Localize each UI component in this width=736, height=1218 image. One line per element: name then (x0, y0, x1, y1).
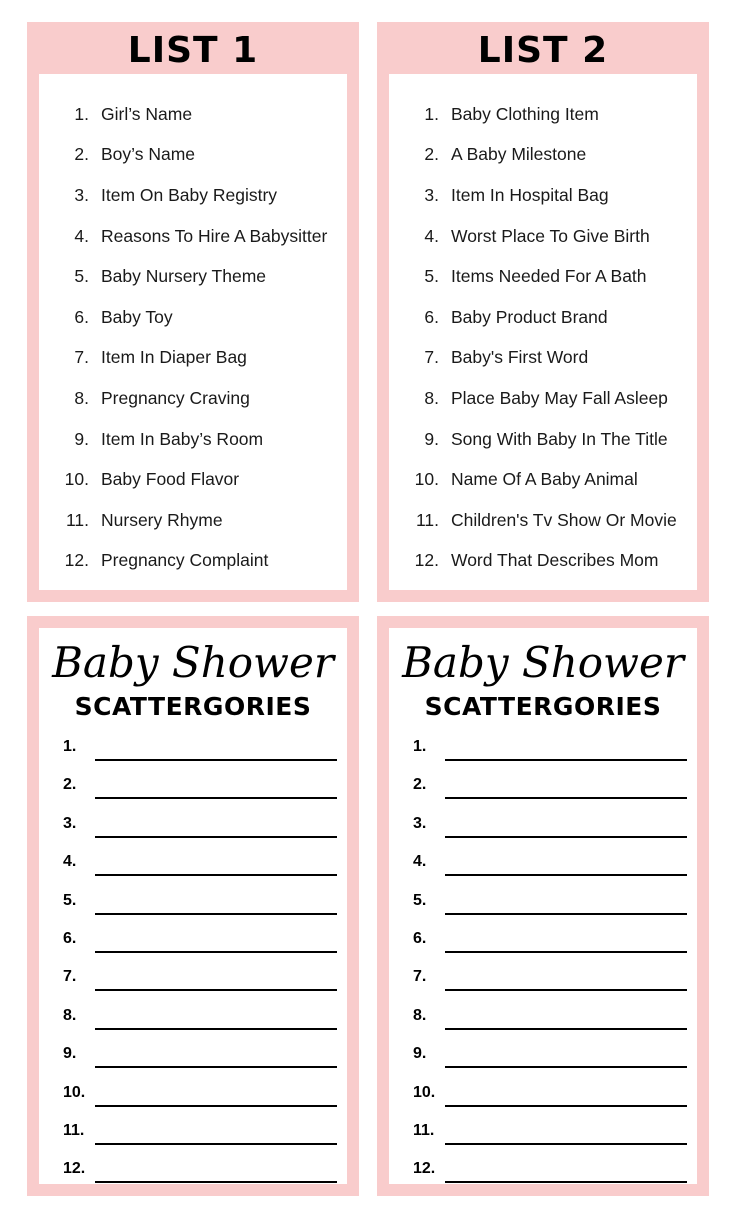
list-item (39, 459, 347, 500)
list-item-text: Baby Toy (101, 306, 173, 327)
list-item-number: 9. (74, 428, 89, 449)
list-item-text: Worst Place To Give Birth (451, 225, 650, 246)
answer-line-number: 7. (413, 968, 427, 986)
answer-blank-line[interactable] (445, 797, 687, 799)
answer-blank-line[interactable] (95, 989, 337, 991)
list-item-number: 11. (65, 509, 89, 530)
answer-line-number: 7. (63, 968, 77, 986)
list-1-title: LIST 1 (127, 29, 259, 71)
answer-line-number: 4. (63, 853, 77, 871)
answer-blank-line[interactable] (445, 836, 687, 838)
answer-blank-line[interactable] (445, 1066, 687, 1068)
list-item-text: Items Needed For A Bath (451, 266, 647, 287)
list-item (389, 175, 697, 216)
answer-blank-line[interactable] (445, 951, 687, 953)
list-item-number: 1. (74, 103, 89, 124)
list-item-number: 12. (414, 550, 439, 571)
answer-blank-line[interactable] (445, 1028, 687, 1030)
answer-line[interactable] (39, 766, 347, 804)
list-item (389, 256, 697, 297)
answer-blank-line[interactable] (95, 913, 337, 915)
list-item-text: Item On Baby Registry (101, 184, 278, 205)
answer-line-number: 4. (413, 853, 427, 871)
answer-line-number: 10. (63, 1083, 86, 1101)
answer-line[interactable] (389, 766, 697, 804)
list-item (39, 175, 347, 216)
list-item-number: 10. (64, 469, 89, 490)
answer-blank-line[interactable] (95, 1143, 337, 1145)
list-item (39, 135, 347, 176)
list-item-text: Boy’s Name (101, 144, 196, 165)
list-item-text: Baby Food Flavor (101, 469, 240, 490)
answer-line-number: 11. (413, 1121, 435, 1139)
scattergories-heading: SCATTERGORIES (74, 692, 312, 721)
answer-blank-line[interactable] (95, 1066, 337, 1068)
list-item-number: 1. (424, 103, 439, 124)
answer-line-number: 1. (63, 738, 77, 755)
answer-blank-line[interactable] (445, 913, 687, 915)
baby-shower-script-title: Baby Shower (402, 638, 684, 687)
answer-line[interactable] (39, 1112, 347, 1150)
answer-line[interactable] (39, 920, 347, 958)
answer-sheet-right (377, 616, 709, 1196)
answer-blank-line[interactable] (445, 989, 687, 991)
list-item-text: Name Of A Baby Animal (451, 469, 638, 490)
list-item-number: 9. (424, 428, 439, 449)
list-item-number: 8. (424, 387, 439, 408)
list-item-number: 10. (414, 469, 439, 490)
list-item-number: 5. (74, 266, 89, 287)
answer-blank-line[interactable] (445, 759, 687, 761)
answer-line-number: 5. (413, 891, 427, 909)
list-item-number: 3. (74, 184, 89, 205)
answer-line-number: 8. (63, 1006, 77, 1024)
answer-blank-line[interactable] (445, 1181, 687, 1183)
answer-line[interactable] (389, 1112, 697, 1150)
list-item (389, 459, 697, 500)
list-item (389, 216, 697, 257)
list-item-number: 4. (74, 225, 89, 246)
list-item-text: Girl’s Name (101, 103, 193, 124)
answer-blank-line[interactable] (95, 951, 337, 953)
answer-line[interactable] (389, 805, 697, 843)
list-item-number: 6. (424, 306, 439, 327)
answer-line-number: 5. (63, 891, 77, 909)
list-item-number: 7. (424, 347, 439, 368)
answer-line[interactable] (39, 1074, 347, 1112)
list-item-text: Baby Product Brand (451, 306, 608, 327)
list-item-text: Item In Diaper Bag (101, 347, 247, 368)
answer-line-number: 2. (63, 776, 77, 794)
list-item (39, 216, 347, 257)
list-item-number: 2. (74, 144, 89, 165)
answer-line[interactable] (39, 958, 347, 996)
answer-line[interactable] (39, 882, 347, 920)
answer-blank-line[interactable] (95, 797, 337, 799)
list-item-text: Item In Baby’s Room (101, 428, 264, 449)
answer-blank-line[interactable] (95, 759, 337, 761)
list-1-panel (39, 74, 347, 590)
answer-sheet-left (27, 616, 359, 1196)
list-item-number: 11. (415, 509, 439, 530)
list-item-text: Place Baby May Fall Asleep (451, 387, 668, 408)
answer-blank-line[interactable] (95, 836, 337, 838)
answer-line[interactable] (39, 843, 347, 881)
answer-blank-line[interactable] (95, 874, 337, 876)
list-item (39, 541, 347, 582)
list-item (389, 338, 697, 379)
scattergories-heading: SCATTERGORIES (424, 692, 662, 721)
list-item-text: A Baby Milestone (451, 144, 587, 165)
list-item-number: 2. (424, 144, 439, 165)
list-item (39, 500, 347, 541)
list-item-text: Item In Hospital Bag (451, 184, 609, 205)
baby-shower-script-title: Baby Shower (52, 638, 334, 687)
list-1-card (27, 22, 359, 602)
list-item-number: 12. (64, 550, 89, 571)
answer-line-number: 6. (63, 929, 77, 947)
answer-line-number: 11. (63, 1121, 85, 1139)
list-item (389, 541, 697, 582)
answer-line-number: 3. (413, 814, 427, 832)
list-item-text: Nursery Rhyme (101, 509, 223, 530)
answer-lines (389, 728, 697, 1189)
list-item-text: Pregnancy Craving (101, 387, 250, 408)
answer-blank-line[interactable] (95, 1028, 337, 1030)
answer-line-number: 10. (413, 1083, 436, 1101)
list-item (39, 256, 347, 297)
list-item-text: Word That Describes Mom (451, 550, 659, 571)
answer-line[interactable] (389, 997, 697, 1035)
answer-sheet-left-panel (39, 628, 347, 1184)
list-2-title: LIST 2 (477, 29, 609, 71)
answer-line-number: 9. (413, 1045, 427, 1063)
answer-line[interactable] (39, 728, 347, 766)
list-item (39, 94, 347, 135)
answer-line-number: 8. (413, 1006, 427, 1024)
answer-line-number: 2. (413, 776, 427, 794)
answer-lines (39, 728, 347, 1189)
list-item (389, 135, 697, 176)
list-2-items (389, 94, 697, 581)
list-1-items (39, 94, 347, 581)
list-item (39, 338, 347, 379)
list-item (389, 297, 697, 338)
list-item-text: Reasons To Hire A Babysitter (101, 225, 328, 246)
list-item (39, 419, 347, 460)
answer-line[interactable] (389, 843, 697, 881)
answer-line[interactable] (389, 728, 697, 766)
list-item-number: 4. (424, 225, 439, 246)
answer-line-number: 6. (413, 929, 427, 947)
answer-line[interactable] (389, 882, 697, 920)
list-item-number: 3. (424, 184, 439, 205)
answer-line[interactable] (389, 1074, 697, 1112)
answer-blank-line[interactable] (445, 1105, 687, 1107)
list-item-text: Song With Baby In The Title (451, 428, 668, 449)
list-item (389, 378, 697, 419)
answer-line[interactable] (389, 920, 697, 958)
list-item-number: 7. (74, 347, 89, 368)
list-item-number: 5. (424, 266, 439, 287)
list-item (39, 297, 347, 338)
list-item-text: Baby's First Word (451, 347, 589, 368)
list-item-text: Pregnancy Complaint (101, 550, 269, 571)
answer-line-number: 12. (413, 1160, 436, 1178)
list-item (389, 419, 697, 460)
answer-blank-line[interactable] (445, 1143, 687, 1145)
answer-blank-line[interactable] (95, 1181, 337, 1183)
answer-blank-line[interactable] (95, 1105, 337, 1107)
answer-line-number: 3. (63, 814, 77, 832)
list-item-text: Baby Clothing Item (451, 103, 599, 124)
list-item-number: 6. (74, 306, 89, 327)
list-item-text: Children's Tv Show Or Movie (451, 509, 677, 530)
answer-line[interactable] (39, 997, 347, 1035)
list-2-card (377, 22, 709, 602)
answer-line[interactable] (39, 805, 347, 843)
answer-line-number: 12. (63, 1160, 86, 1178)
answer-line[interactable] (39, 1150, 347, 1188)
list-item (389, 500, 697, 541)
answer-line[interactable] (389, 958, 697, 996)
answer-blank-line[interactable] (445, 874, 687, 876)
answer-line-number: 9. (63, 1045, 77, 1063)
answer-line[interactable] (389, 1035, 697, 1073)
answer-sheet-right-panel (389, 628, 697, 1184)
list-item (39, 378, 347, 419)
answer-line-number: 1. (413, 738, 427, 755)
list-item-text: Baby Nursery Theme (101, 266, 267, 287)
list-item (389, 94, 697, 135)
answer-line[interactable] (39, 1035, 347, 1073)
list-item-number: 8. (74, 387, 89, 408)
answer-line[interactable] (389, 1150, 697, 1188)
list-2-panel (389, 74, 697, 590)
